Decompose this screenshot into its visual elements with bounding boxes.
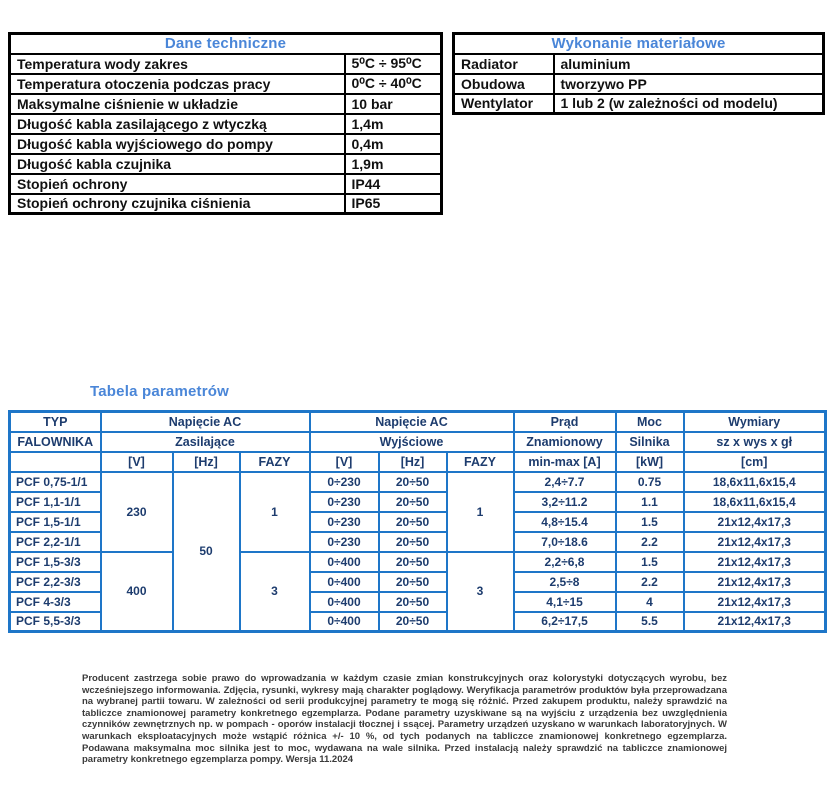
cell-current: 2,4÷7.7 xyxy=(514,472,616,492)
row-value: 5⁰C ÷ 95⁰C xyxy=(345,54,442,74)
table-row xyxy=(10,94,442,114)
cell-type: PCF 2,2-3/3 xyxy=(10,572,101,592)
header-current-group: Prąd xyxy=(514,412,616,432)
cell-output-voltage: 0÷400 xyxy=(310,572,379,592)
cell-dimensions: 21x12,4x17,3 xyxy=(684,512,826,532)
cell-output-frequency: 20÷50 xyxy=(379,572,447,592)
table-row xyxy=(10,114,442,134)
row-label: Radiator xyxy=(454,54,554,74)
table-row xyxy=(10,472,826,492)
table-row xyxy=(10,74,442,94)
cell-output-frequency: 20÷50 xyxy=(379,512,447,532)
technical-data-table xyxy=(8,32,443,215)
cell-output-voltage: 0÷230 xyxy=(310,532,379,552)
row-label: Stopień ochrony czujnika ciśnienia xyxy=(10,194,345,214)
table-row xyxy=(10,174,442,194)
cell-output-voltage: 0÷400 xyxy=(310,592,379,612)
row-value: 10 bar xyxy=(345,94,442,114)
cell-power: 1.5 xyxy=(616,552,684,572)
cell-output-voltage: 0÷230 xyxy=(310,492,379,512)
cell-output-frequency: 20÷50 xyxy=(379,592,447,612)
cell-output-frequency: 20÷50 xyxy=(379,612,447,632)
header-power-sub: Silnika xyxy=(616,432,684,452)
cell-type: PCF 5,5-3/3 xyxy=(10,612,101,632)
cell-current: 3,2÷11.2 xyxy=(514,492,616,512)
header-output-freq-unit: [Hz] xyxy=(379,452,447,472)
cell-output-voltage: 0÷230 xyxy=(310,512,379,532)
row-label: Temperatura wody zakres xyxy=(10,54,345,74)
row-label: Długość kabla wyjściowego do pompy xyxy=(10,134,345,154)
row-label: Długość kabla czujnika xyxy=(10,154,345,174)
row-value: 0⁰C ÷ 40⁰C xyxy=(345,74,442,94)
table-row xyxy=(454,54,824,74)
cell-current: 4,1÷15 xyxy=(514,592,616,612)
row-value: 1,4m xyxy=(345,114,442,134)
cell-supply-voltage-400: 400 xyxy=(101,552,173,632)
row-label: Obudowa xyxy=(454,74,554,94)
table-row xyxy=(10,54,442,74)
header-type-2: FALOWNIKA xyxy=(10,432,101,452)
table-row xyxy=(10,154,442,174)
header-current-sub: Znamionowy xyxy=(514,432,616,452)
cell-power: 4 xyxy=(616,592,684,612)
cell-dimensions: 18,6x11,6x15,4 xyxy=(684,472,826,492)
header-power-group: Moc xyxy=(616,412,684,432)
cell-current: 4,8÷15.4 xyxy=(514,512,616,532)
cell-supply-voltage-230: 230 xyxy=(101,472,173,552)
row-value: aluminium xyxy=(554,54,824,74)
row-label: Długość kabla zasilającego z wtyczką xyxy=(10,114,345,134)
header-output-phase: FAZY xyxy=(447,452,514,472)
header-type-empty xyxy=(10,452,101,472)
material-table xyxy=(452,32,825,115)
header-output-volt-unit: [V] xyxy=(310,452,379,472)
cell-current: 2,2÷6,8 xyxy=(514,552,616,572)
cell-power: 1.5 xyxy=(616,512,684,532)
table-row xyxy=(10,552,826,572)
cell-supply-phases-1: 1 xyxy=(240,472,310,552)
cell-dimensions: 21x12,4x17,3 xyxy=(684,612,826,632)
header-current-unit: min-max [A] xyxy=(514,452,616,472)
header-supply-sub: Zasilające xyxy=(101,432,310,452)
header-row-sub xyxy=(10,432,826,452)
cell-supply-phases-3: 3 xyxy=(240,552,310,632)
row-value: 0,4m xyxy=(345,134,442,154)
parameters-table-title: Tabela parametrów xyxy=(90,383,230,400)
cell-output-frequency: 20÷50 xyxy=(379,552,447,572)
cell-power: 1.1 xyxy=(616,492,684,512)
cell-output-frequency: 20÷50 xyxy=(379,472,447,492)
cell-power: 0.75 xyxy=(616,472,684,492)
row-value: IP65 xyxy=(345,194,442,214)
cell-output-phases-3: 3 xyxy=(447,552,514,632)
material-table-title: Wykonanie materiałowe xyxy=(454,34,824,54)
technical-data-title: Dane techniczne xyxy=(10,34,442,54)
cell-current: 2,5÷8 xyxy=(514,572,616,592)
cell-output-voltage: 0÷230 xyxy=(310,472,379,492)
row-label: Stopień ochrony xyxy=(10,174,345,194)
header-row-group xyxy=(10,412,826,432)
table-row xyxy=(10,134,442,154)
row-value: 1,9m xyxy=(345,154,442,174)
table-row xyxy=(454,94,824,114)
header-power-unit: [kW] xyxy=(616,452,684,472)
header-supply-group: Napięcie AC xyxy=(101,412,310,432)
cell-dimensions: 21x12,4x17,3 xyxy=(684,592,826,612)
cell-supply-frequency: 50 xyxy=(173,472,240,632)
disclaimer-text: Producent zastrzega sobie prawo do wprowadzania w każdym czasie zmian konstrukcyjnych oraz kolorystyki dotyczących wyrobu, bez wcześniejszego informowania. Zdjęcia, rysunki, wykresy mają charakter poglądowy. Weryfikacja parametrów produktów była przeprowadzana na wybranej partii towaru. W zależności od serii produkcyjnej parametry te mogą się różnić. Przed zakupem produktu, należy sprawdzić na tabliczce znamionowej parametry konkretnego egzemplarza. Podane parametry uzyskiwane są na wyjściu z urządzenia bez uwzględnienia czynników zewnętrznych np. w pompach - oporów instalacji tłocznej i ssącej. Parametry urządzeń uzyskano w warunkach laboratoryjnych. W warunkach eksploatacyjnych może wstąpić różnica +/- 10 %, od tych podanych na tabliczce znamionowej konkretnego egzemplarza. Podawana maksymalna moc silnika jest to moc, wydawana na wale silnika. Przed instalacją należy sprawdzić na tabliczce znamionowej parametry konkretnego egzemplarza pompy. Wersja 11.2024 xyxy=(82,673,727,766)
header-dims-group: Wymiary xyxy=(684,412,826,432)
cell-type: PCF 2,2-1/1 xyxy=(10,532,101,552)
header-row-units xyxy=(10,452,826,472)
cell-dimensions: 21x12,4x17,3 xyxy=(684,552,826,572)
cell-output-voltage: 0÷400 xyxy=(310,552,379,572)
row-value: tworzywo PP xyxy=(554,74,824,94)
parameters-table xyxy=(8,410,827,633)
cell-current: 7,0÷18.6 xyxy=(514,532,616,552)
cell-type: PCF 1,5-1/1 xyxy=(10,512,101,532)
cell-power: 5.5 xyxy=(616,612,684,632)
table-row xyxy=(454,74,824,94)
header-type-1: TYP xyxy=(10,412,101,432)
header-dims-unit: [cm] xyxy=(684,452,826,472)
row-label: Maksymalne ciśnienie w układzie xyxy=(10,94,345,114)
cell-type: PCF 1,5-3/3 xyxy=(10,552,101,572)
header-output-sub: Wyjściowe xyxy=(310,432,514,452)
header-supply-freq-unit: [Hz] xyxy=(173,452,240,472)
header-output-group: Napięcie AC xyxy=(310,412,514,432)
cell-power: 2.2 xyxy=(616,572,684,592)
cell-output-frequency: 20÷50 xyxy=(379,532,447,552)
cell-dimensions: 21x12,4x17,3 xyxy=(684,572,826,592)
cell-dimensions: 21x12,4x17,3 xyxy=(684,532,826,552)
cell-type: PCF 4-3/3 xyxy=(10,592,101,612)
cell-dimensions: 18,6x11,6x15,4 xyxy=(684,492,826,512)
cell-current: 6,2÷17,5 xyxy=(514,612,616,632)
cell-output-phases-1: 1 xyxy=(447,472,514,552)
cell-output-frequency: 20÷50 xyxy=(379,492,447,512)
cell-type: PCF 0,75-1/1 xyxy=(10,472,101,492)
row-value: IP44 xyxy=(345,174,442,194)
cell-output-voltage: 0÷400 xyxy=(310,612,379,632)
table-title-row xyxy=(10,34,442,54)
header-dims-sub: sz x wys x gł xyxy=(684,432,826,452)
header-supply-volt-unit: [V] xyxy=(101,452,173,472)
header-supply-phase: FAZY xyxy=(240,452,310,472)
row-label: Wentylator xyxy=(454,94,554,114)
table-title-row xyxy=(454,34,824,54)
cell-power: 2.2 xyxy=(616,532,684,552)
row-value: 1 lub 2 (w zależności od modelu) xyxy=(554,94,824,114)
row-label: Temperatura otoczenia podczas pracy xyxy=(10,74,345,94)
table-row xyxy=(10,194,442,214)
cell-type: PCF 1,1-1/1 xyxy=(10,492,101,512)
